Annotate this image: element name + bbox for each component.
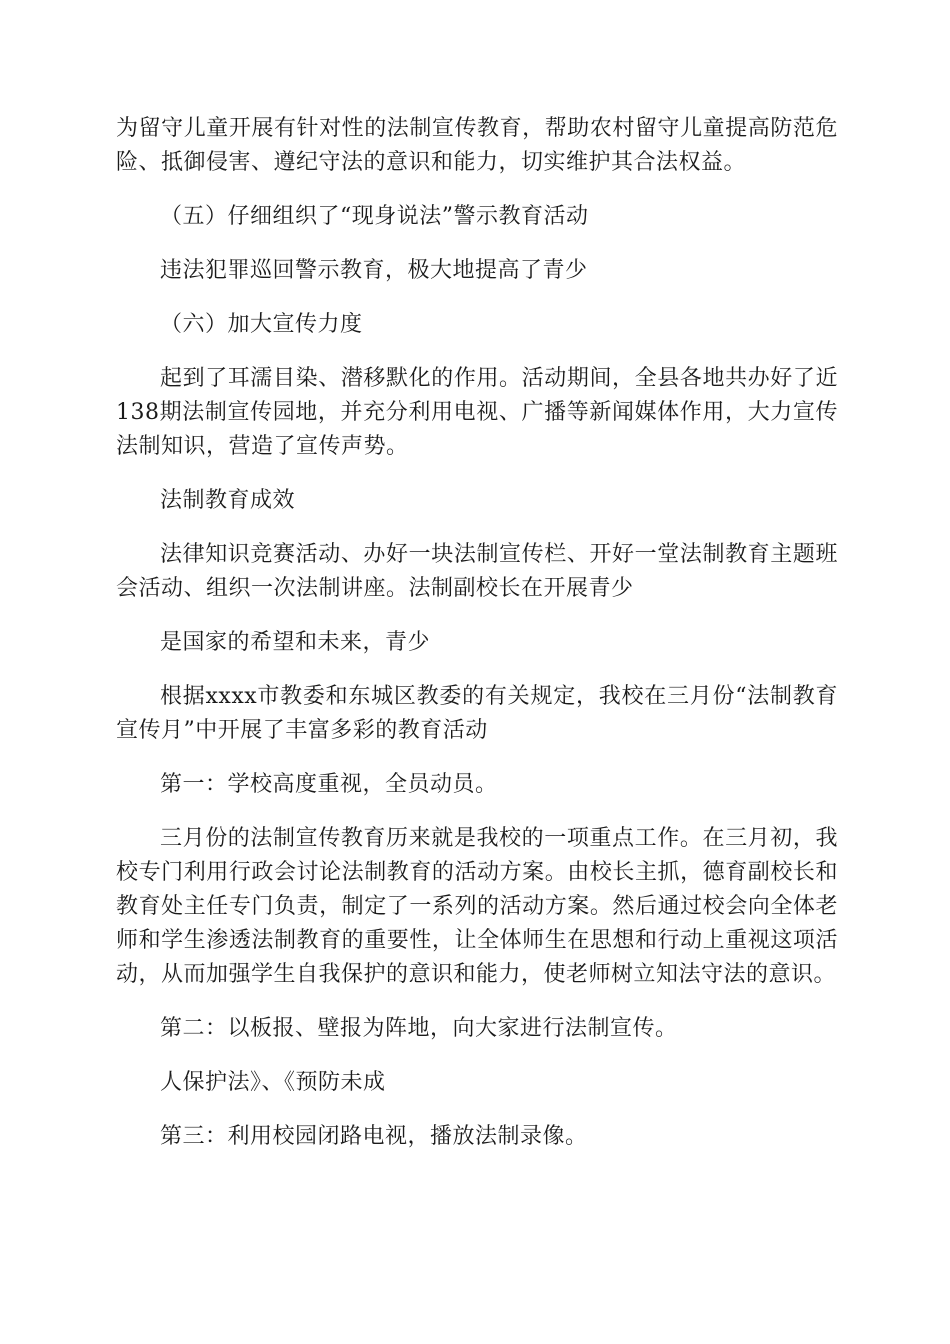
paragraph-10: 第一：学校高度重视，全员动员。 [160, 772, 498, 797]
paragraph-12: 第二：以板报、壁报为阵地，向大家进行法制宣传。 [160, 1016, 678, 1041]
paragraph-9: 根据xxxx市教委和东城区教委的有关规定，我校在三月份“法制教育宣传月”中开展了丰富多彩的教育活动 [116, 684, 838, 743]
paragraph-4: （六）加大宣传力度 [160, 312, 363, 337]
paragraph-5: 起到了耳濡目染、潜移默化的作用。活动期间，全县各地共办好了近138期法制宣传园地，并充分利用电视、广播等新闻媒体作用，大力宣传法制知识，营造了宣传声势。 [116, 366, 838, 459]
paragraph-8: 是国家的希望和未来，青少 [160, 630, 431, 655]
paragraph-6: 法制教育成效 [160, 488, 296, 513]
paragraph-14: 第三：利用校园闭路电视，播放法制录像。 [160, 1124, 588, 1149]
paragraph-13: 人保护法》、《预防未成 [160, 1070, 386, 1095]
paragraph-1: 为留守儿童开展有针对性的法制宣传教育，帮助农村留守儿童提高防范危险、抵御侵害、遵纪守法的意识和能力，切实维护其合法权益。 [116, 116, 838, 175]
paragraph-11: 三月份的法制宣传教育历来就是我校的一项重点工作。在三月初，我校专门利用行政会讨论法制教育的活动方案。由校长主抓，德育副校长和教育处主任专门负责，制定了一系列的活动方案。然后通过校会向全体老师和学生渗透法制教育的重要性，让全体师生在思想和行动上重视这项活动，从而加强学生自我保护的意识和能力，使老师树立知法守法的意识。 [116, 826, 838, 987]
paragraph-7: 法律知识竞赛活动、办好一块法制宣传栏、开好一堂法制教育主题班会活动、组织一次法制讲座。法制副校长在开展青少 [116, 542, 838, 601]
document-body [116, 112, 838, 1174]
paragraph-3: 违法犯罪巡回警示教育，极大地提高了青少 [160, 258, 588, 283]
paragraph-2: （五）仔细组织了“现身说法”警示教育活动 [160, 204, 589, 229]
